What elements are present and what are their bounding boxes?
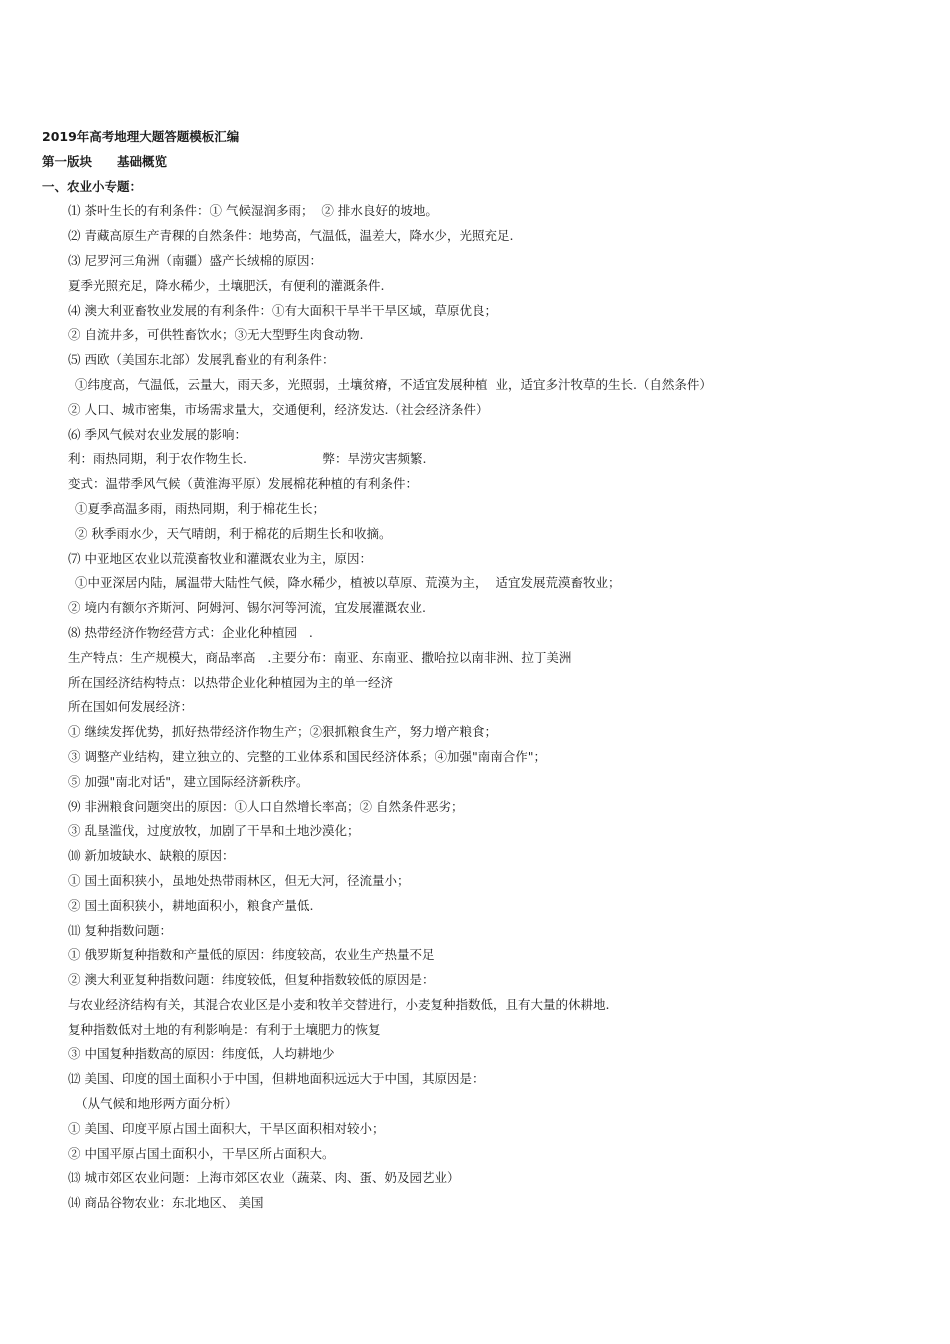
subsection-heading: 一、农业小专题： bbox=[42, 178, 143, 194]
text-line: 变式：温带季风气候（黄淮海平原）发展棉花种植的有利条件： bbox=[68, 476, 419, 492]
text-line: ⑶ 尼罗河三角洲（南疆）盛产长绒棉的原因： bbox=[68, 252, 322, 268]
text-line: ⑾ 复种指数问题： bbox=[68, 922, 172, 938]
text-line: ② 人口、城市密集，市场需求量大，交通便利，经济发达.（社会经济条件） bbox=[68, 401, 489, 417]
text-line: ① 国土面积狭小，虽地处热带雨林区，但无大河，径流量小； bbox=[68, 872, 410, 888]
text-line: ⑵ 青藏高原生产青稞的自然条件：地势高，气温低，温差大，降水少，光照充足. bbox=[68, 228, 514, 244]
text-line: ② 国土面积狭小，耕地面积小，粮食产量低. bbox=[68, 897, 314, 913]
text-line: 利：雨热同期，利于农作物生长. 弊：旱涝灾害频繁. bbox=[68, 451, 427, 467]
text-line: ⑼ 非洲粮食问题突出的原因：①人口自然增长率高；② 自然条件恶劣； bbox=[68, 798, 464, 814]
text-line: ① 俄罗斯复种指数和产量低的原因：纬度较高，农业生产热量不足 bbox=[68, 947, 435, 963]
text-line: ⑸ 西欧（美国东北部）发展乳畜业的有利条件： bbox=[68, 352, 335, 368]
text-line: ① 美国、印度平原占国土面积大，干旱区面积相对较小； bbox=[68, 1120, 385, 1136]
text-line: ⑹ 季风气候对农业发展的影响： bbox=[68, 426, 247, 442]
text-line: ①夏季高温多雨，雨热同期，利于棉花生长； bbox=[75, 500, 326, 516]
text-line: ⑻ 热带经济作物经营方式：企业化种植园 . bbox=[68, 624, 313, 640]
text-line: ② 境内有额尔齐斯河、阿姆河、锡尔河等河流，宜发展灌溉农业. bbox=[68, 600, 426, 616]
text-line: 与农业经济结构有关，其混合农业区是小麦和牧羊交替进行，小麦复种指数低，且有大量的休耕地. bbox=[68, 996, 610, 1012]
text-line: ⑿ 美国、印度的国土面积小于中国，但耕地面积远远大于中国，其原因是： bbox=[68, 1071, 485, 1087]
text-line: （从气候和地形两方面分析） bbox=[75, 1096, 238, 1112]
text-line: ⑷ 澳大利亚畜牧业发展的有利条件：①有大面积干旱半干旱区域，草原优良； bbox=[68, 302, 497, 318]
text-line: ⑽ 新加坡缺水、缺粮的原因： bbox=[68, 848, 235, 864]
text-line: ⑺ 中亚地区农业以荒漠畜牧业和灌溉农业为主，原因： bbox=[68, 550, 372, 566]
text-line: 生产特点：生产规模大，商品率高 .主要分布：南亚、东南亚、撒哈拉以南非洲、拉丁美洲 bbox=[68, 649, 572, 665]
text-line: ⒁ 商品谷物农业：东北地区、 美国 bbox=[68, 1195, 264, 1211]
document-body bbox=[42, 125, 922, 1216]
text-line: ③ 调整产业结构，建立独立的、完整的工业体系和国民经济体系；④加强"南南合作"； bbox=[68, 748, 546, 764]
text-line: ①中亚深居内陆，属温带大陆性气候，降水稀少，植被以草原、荒漠为主， 适宜发展荒漠畜牧业； bbox=[75, 575, 621, 591]
text-line: ⑤ 加强"南北对话"，建立国际经济新秩序。 bbox=[68, 773, 309, 789]
text-line: ② 秋季雨水少，天气晴朗，利于棉花的后期生长和收摘。 bbox=[75, 525, 392, 541]
text-line: ① 继续发挥优势，抓好热带经济作物生产；②狠抓粮食生产，努力增产粮食； bbox=[68, 724, 497, 740]
text-line: 复种指数低对土地的有利影响是：有利于土壤肥力的恢复 bbox=[68, 1021, 381, 1037]
text-line: 所在国经济结构特点：以热带企业化种植园为主的单一经济 bbox=[68, 674, 394, 690]
text-line: ③ 中国复种指数高的原因：纬度低，人均耕地少 bbox=[68, 1046, 335, 1062]
text-line: 夏季光照充足，降水稀少，土壤肥沃，有便利的灌溉条件. bbox=[68, 277, 385, 293]
text-line: ⑴ 茶叶生长的有利条件：① 气候湿润多雨； ② 排水良好的坡地。 bbox=[68, 203, 438, 219]
text-line: ② 中国平原占国土面积小，干旱区所占面积大。 bbox=[68, 1145, 335, 1161]
section-heading: 第一版块 基础概览 bbox=[42, 153, 168, 169]
text-line: ② 澳大利亚复种指数问题：纬度较低，但复种指数较低的原因是： bbox=[68, 972, 435, 988]
text-line: ③ 乱垦滥伐，过度放牧，加剧了干旱和土地沙漠化； bbox=[68, 823, 360, 839]
text-line: 所在国如何发展经济： bbox=[68, 699, 194, 715]
document-title: 2019年高考地理大题答题模板汇编 bbox=[42, 129, 240, 144]
text-line: ①纬度高，气温低，云量大，雨天多，光照弱，土壤贫瘠，不适宜发展种植 业，适宜多汁牧草的生长.（自然条件） bbox=[75, 376, 712, 392]
text-line: ⒀ 城市郊区农业问题：上海市郊区农业（蔬菜、肉、蛋、奶及园艺业） bbox=[68, 1170, 460, 1186]
text-line: ② 自流井多，可供牲畜饮水；③无大型野生肉食动物. bbox=[68, 327, 364, 343]
